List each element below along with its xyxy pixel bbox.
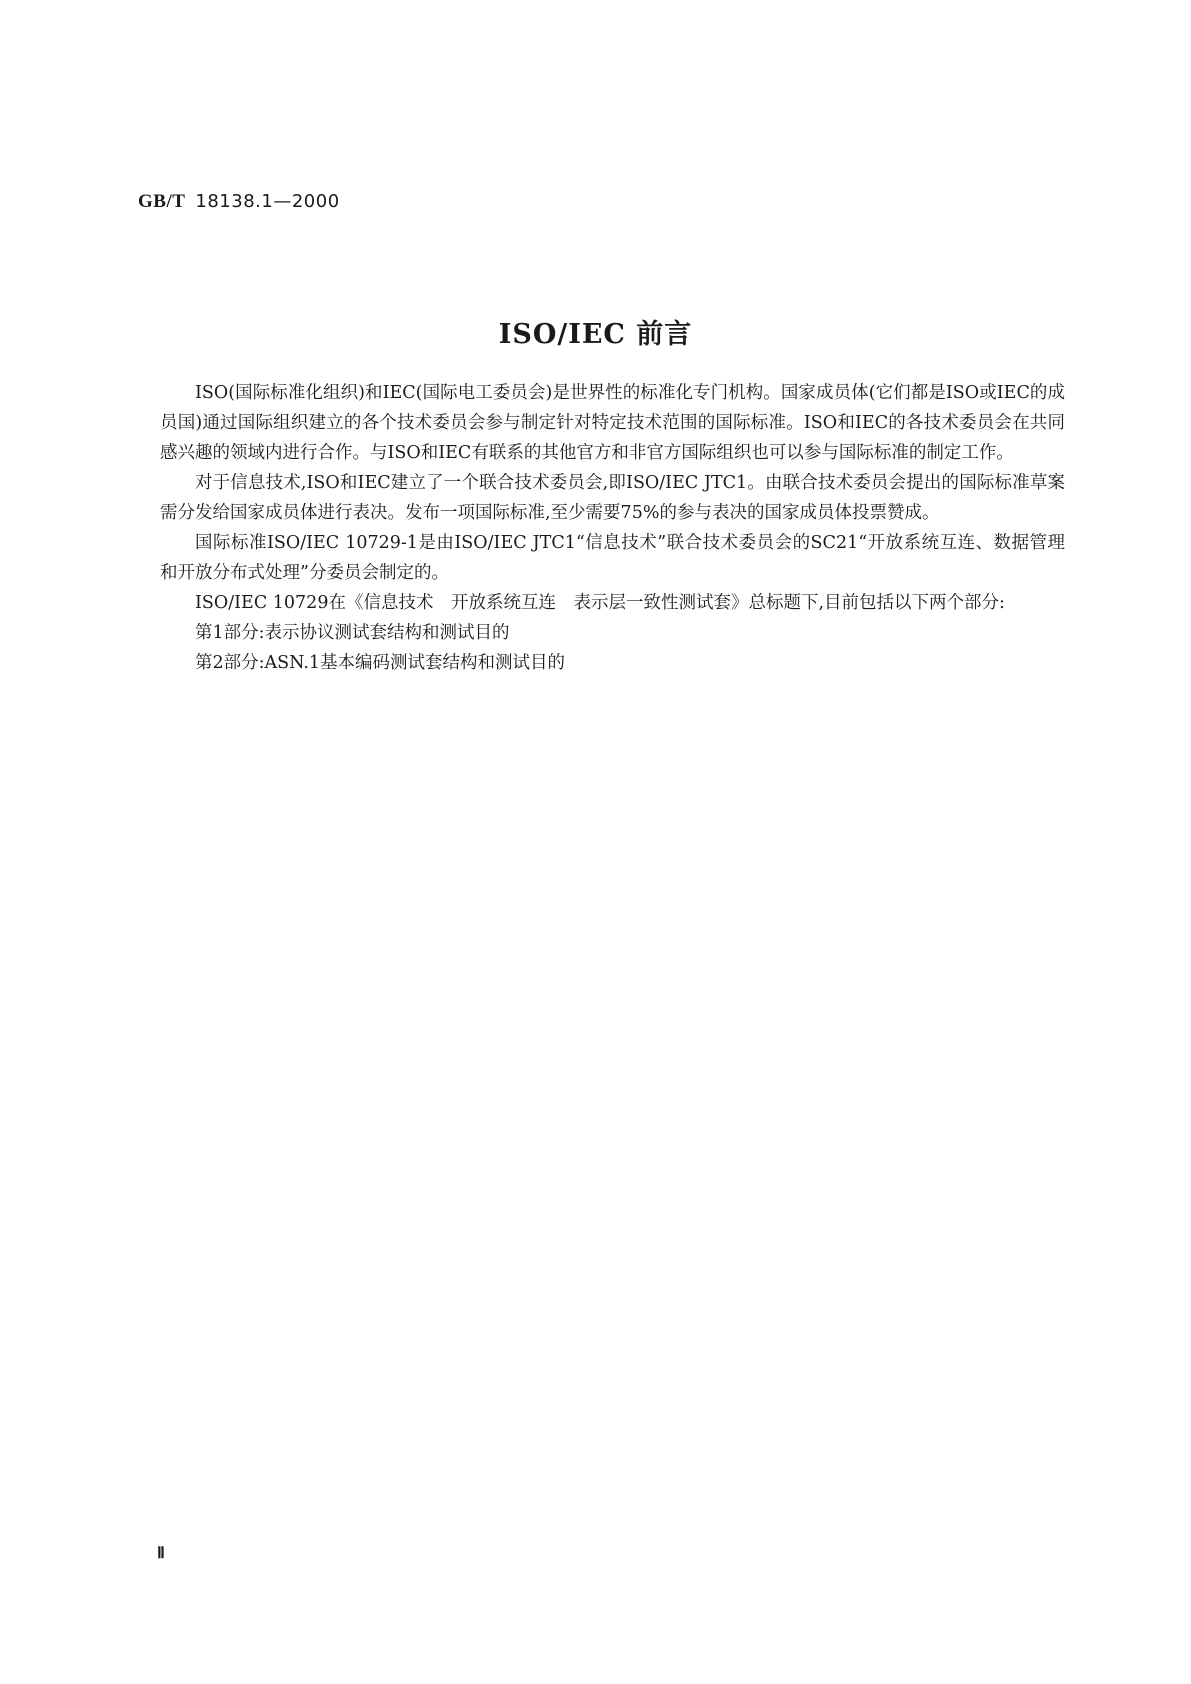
paragraph: ISO(国际标准化组织)和IEC(国际电工委员会)是世界性的标准化专门机构。国家成员体(它们都是ISO或IEC的成员国)通过国际组织建立的各个技术委员会参与制定针对特定技术范围的国际标准。ISO和IEC的各技术委员会在共同感兴趣的领域内进行合作。与ISO和IEC有联系的其他官方和非官方国际组织也可以参与国际标准的制定工作。 — [160, 383, 1065, 463]
standard-prefix: GB/T — [138, 191, 186, 212]
paragraph: ISO/IEC 10729在《信息技术 开放系统互连 表示层一致性测试套》总标题下,目前包括以下两个部分: — [195, 593, 1005, 613]
part-list-item: 第2部分:ASN.1基本编码测试套结构和测试目的 — [195, 653, 566, 673]
body-text — [160, 378, 1065, 678]
part-list-item: 第1部分:表示协议测试套结构和测试目的 — [195, 623, 510, 643]
page-number: Ⅱ — [157, 1545, 165, 1562]
standard-number: 18138.1—2000 — [195, 191, 340, 212]
document-code — [138, 190, 340, 213]
paragraph: 对于信息技术,ISO和IEC建立了一个联合技术委员会,即ISO/IEC JTC1。由联合技术委员会提出的国际标准草案需分发给国家成员体进行表决。发布一项国际标准,至少需要75%的参与表决的国家成员体投票赞成。 — [160, 473, 1065, 523]
page-title: ISO/IEC 前言 — [498, 319, 693, 350]
paragraph: 国际标准ISO/IEC 10729-1是由ISO/IEC JTC1“信息技术”联合技术委员会的SC21“开放系统互连、数据管理和开放分布式处理”分委员会制定的。 — [160, 533, 1065, 583]
